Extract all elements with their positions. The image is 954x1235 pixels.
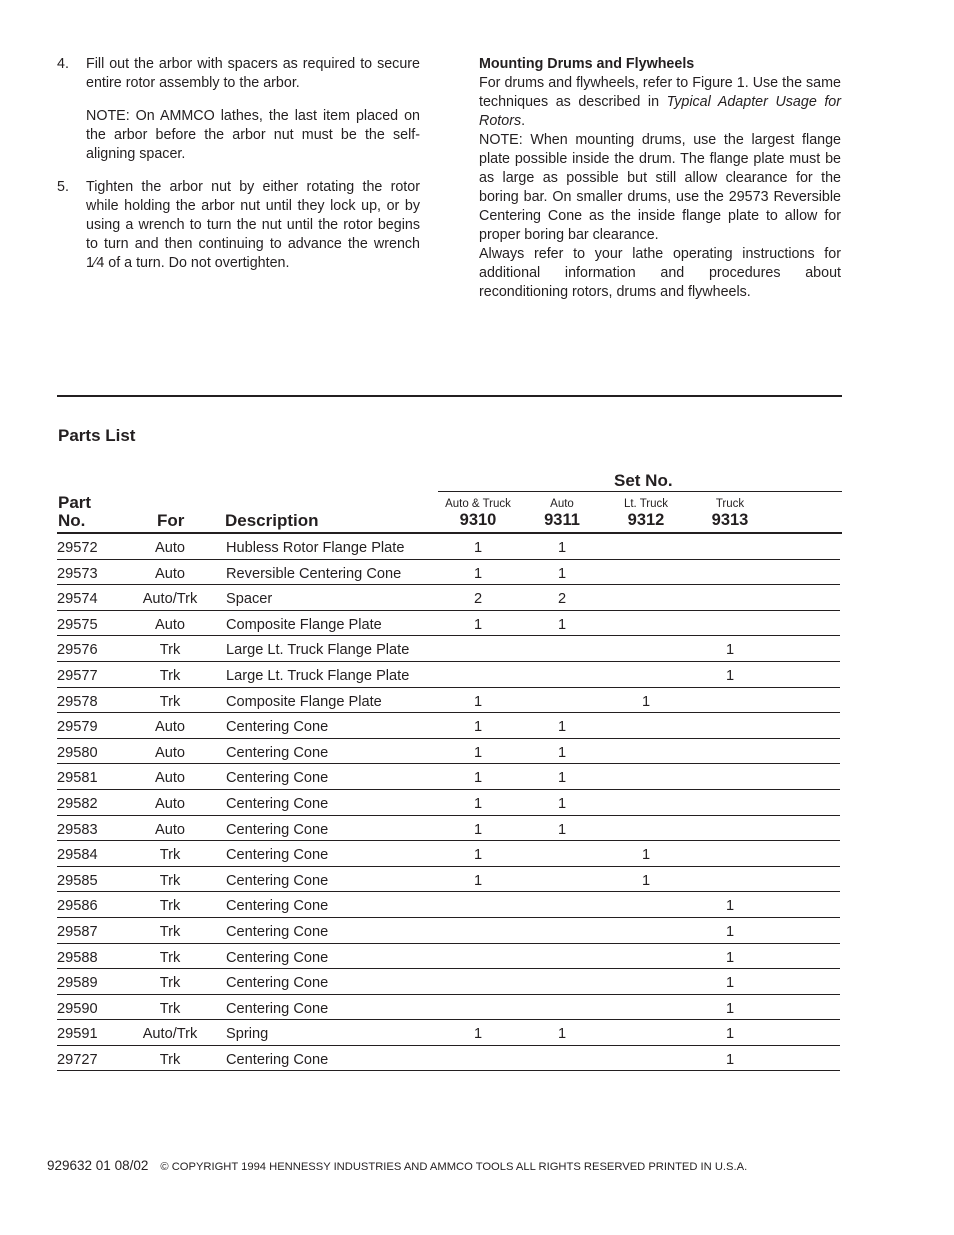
mounting-text-reference: Typical Adapter Usage for Rotors — [479, 94, 842, 129]
mounting-always: Always refer to your lathe operating instructions for additional information and procedures about reconditioning rotors, drums and flywheels. — [479, 246, 841, 300]
description-cell: Centering Cone — [226, 1051, 329, 1068]
right-column — [479, 55, 841, 302]
set-type-9313: Truck — [715, 498, 745, 510]
table-row — [57, 534, 840, 560]
header-for: For — [157, 511, 185, 530]
set-type-9311: Auto — [550, 498, 574, 510]
step-4-note: NOTE: On AMMCO lathes, the last item placed on the arbor before the arbor nut must be the self-aligning spacer. — [86, 108, 420, 162]
quantity-cell-9312: 1 — [641, 847, 651, 864]
step-5-fraction: 1⁄4 — [86, 255, 105, 271]
table-row — [57, 1020, 840, 1046]
table-row — [57, 995, 840, 1021]
step-4 — [57, 55, 420, 93]
table-row — [57, 739, 840, 765]
part-number-cell: 29591 — [57, 1026, 98, 1043]
table-row — [57, 688, 840, 714]
table-row — [57, 585, 840, 611]
set-type-9312: Lt. Truck — [623, 498, 669, 510]
step-4-text: Fill out the arbor with spacers as required to secure entire rotor assembly to the arbor. — [86, 56, 420, 91]
quantity-cell-9313: 1 — [725, 667, 735, 684]
quantity-cell-9310: 1 — [473, 693, 483, 710]
description-cell: Centering Cone — [226, 847, 329, 864]
for-cell: Trk — [159, 949, 181, 966]
for-cell: Trk — [159, 923, 181, 940]
table-row — [57, 969, 840, 995]
part-number-cell: 29588 — [57, 949, 98, 966]
for-cell: Trk — [159, 1051, 181, 1068]
mounting-text-b: . — [521, 113, 526, 129]
part-number-cell: 29590 — [57, 1000, 98, 1017]
part-number-cell: 29575 — [57, 616, 98, 633]
part-number-cell: 29577 — [57, 667, 98, 684]
part-number-cell: 29582 — [57, 795, 98, 812]
parts-list-title: Parts List — [58, 426, 136, 445]
part-number-cell: 29583 — [57, 821, 98, 838]
part-number-cell: 29576 — [57, 642, 98, 659]
description-cell: Centering Cone — [226, 1000, 329, 1017]
header-part-line1: Part — [58, 493, 92, 512]
part-number-cell: 29578 — [57, 693, 98, 710]
for-cell: Trk — [159, 693, 181, 710]
quantity-cell-9311: 1 — [557, 616, 567, 633]
quantity-cell-9311: 1 — [557, 540, 567, 556]
table-row — [57, 816, 840, 842]
part-number-cell: 29585 — [57, 872, 98, 889]
description-cell: Centering Cone — [226, 975, 329, 992]
quantity-cell-9310: 1 — [473, 847, 483, 864]
for-cell: Auto — [154, 540, 186, 556]
table-row — [57, 560, 840, 586]
for-cell: Auto — [154, 616, 186, 633]
part-number-cell: 29573 — [57, 565, 98, 582]
set-number-9311: 9311 — [544, 511, 580, 529]
part-number-cell: 29574 — [57, 591, 98, 608]
quantity-cell-9313: 1 — [725, 1051, 735, 1068]
quantity-cell-9310: 1 — [473, 616, 483, 633]
part-number-cell: 29584 — [57, 847, 98, 864]
quantity-cell-9310: 2 — [473, 591, 483, 608]
table-row — [57, 611, 840, 637]
table-row — [57, 918, 840, 944]
step-5 — [57, 178, 420, 273]
header-part — [58, 494, 91, 530]
description-cell: Centering Cone — [226, 770, 329, 787]
left-column — [57, 55, 420, 273]
parts-table-body — [57, 534, 840, 1071]
description-cell: Composite Flange Plate — [226, 693, 382, 710]
part-number-cell: 29727 — [57, 1051, 98, 1068]
description-cell: Centering Cone — [226, 898, 329, 915]
for-cell: Auto/Trk — [142, 1026, 198, 1043]
table-row — [57, 636, 840, 662]
quantity-cell-9310: 1 — [473, 719, 483, 736]
description-cell: Centering Cone — [226, 795, 329, 812]
for-cell: Auto — [154, 821, 186, 838]
for-cell: Trk — [159, 667, 181, 684]
table-row — [57, 764, 840, 790]
step-5-body — [86, 178, 420, 273]
quantity-cell-9313: 1 — [725, 949, 735, 966]
description-cell: Spacer — [226, 591, 273, 608]
header-description: Description — [225, 511, 319, 530]
table-row — [57, 867, 840, 893]
quantity-cell-9310: 1 — [473, 565, 483, 582]
quantity-cell-9311: 1 — [557, 821, 567, 838]
quantity-cell-9310: 1 — [473, 1026, 483, 1043]
table-row — [57, 892, 840, 918]
mounting-note: NOTE: When mounting drums, use the largest flange plate possible inside the drum. The flange plate must be as large as possible but still allow clearance for the boring bar. On smaller drums, use the 29573 Reversible Centering Cone as the inside flange plate to allow for proper boring bar clearance. — [479, 132, 841, 243]
quantity-cell-9313: 1 — [725, 1000, 735, 1017]
step-5-number: 5. — [57, 179, 69, 195]
table-row — [57, 790, 840, 816]
description-cell: Large Lt. Truck Flange Plate — [226, 667, 410, 684]
quantity-cell-9313: 1 — [725, 923, 735, 940]
description-cell: Hubless Rotor Flange Plate — [226, 540, 405, 556]
description-cell: Centering Cone — [226, 949, 329, 966]
quantity-cell-9313: 1 — [725, 975, 735, 992]
description-cell: Reversible Centering Cone — [226, 565, 402, 582]
header-part-line2: No. — [58, 511, 86, 530]
quantity-cell-9313: 1 — [725, 898, 735, 915]
part-number-cell: 29572 — [57, 540, 98, 556]
mounting-text-a: For drums and flywheels, refer to Figure 1. Use the same techniques as described in — [479, 75, 841, 110]
quantity-cell-9311: 1 — [557, 1026, 567, 1043]
table-row — [57, 662, 840, 688]
for-cell: Trk — [159, 975, 181, 992]
quantity-cell-9310: 1 — [473, 872, 483, 889]
part-number-cell: 29579 — [57, 719, 98, 736]
footer-doc-number: 929632 01 08/02 — [47, 1158, 149, 1173]
for-cell: Trk — [159, 642, 181, 659]
part-number-cell: 29581 — [57, 770, 98, 787]
for-cell: Auto — [154, 744, 186, 761]
for-cell: Auto/Trk — [142, 591, 198, 608]
quantity-cell-9311: 1 — [557, 565, 567, 582]
quantity-cell-9311: 1 — [557, 744, 567, 761]
description-cell: Spring — [226, 1026, 269, 1043]
part-number-cell: 29586 — [57, 898, 98, 915]
footer — [47, 1158, 747, 1173]
set-no-underline — [438, 491, 842, 492]
table-row — [57, 713, 840, 739]
set-number-9312: 9312 — [627, 511, 665, 529]
description-cell: Centering Cone — [226, 923, 329, 940]
part-number-cell: 29587 — [57, 923, 98, 940]
description-cell: Large Lt. Truck Flange Plate — [226, 642, 410, 659]
part-number-cell: 29580 — [57, 744, 98, 761]
mounting-text — [479, 74, 841, 131]
quantity-cell-9313: 1 — [725, 1026, 735, 1043]
footer-copyright: © COPYRIGHT 1994 HENNESSY INDUSTRIES AND AMMCO TOOLS ALL RIGHTS RESERVED PRINTED IN U.S.A. — [160, 1161, 748, 1173]
part-number-cell: 29589 — [57, 975, 98, 992]
quantity-cell-9311: 1 — [557, 795, 567, 812]
quantity-cell-9311: 2 — [557, 591, 567, 608]
table-row — [57, 944, 840, 970]
quantity-cell-9311: 1 — [557, 719, 567, 736]
quantity-cell-9312: 1 — [641, 693, 651, 710]
set-number-9310: 9310 — [459, 511, 497, 529]
quantity-cell-9312: 1 — [641, 872, 651, 889]
step-5-text: Tighten the arbor nut by either rotating the rotor while holding the arbor nut until they lock up, or by using a wrench to turn the nut until the rotor begins to turn and then continuing to advance the wrench — [86, 179, 420, 252]
description-cell: Centering Cone — [226, 821, 329, 838]
quantity-cell-9310: 1 — [473, 795, 483, 812]
section-divider — [57, 395, 842, 397]
set-no-label: Set No. — [614, 471, 673, 490]
for-cell: Auto — [154, 770, 186, 787]
table-row — [57, 841, 840, 867]
quantity-cell-9310: 1 — [473, 770, 483, 787]
quantity-cell-9310: 1 — [473, 540, 483, 556]
step-5-text-end: of a turn. Do not overtighten. — [104, 255, 290, 271]
for-cell: Trk — [159, 872, 181, 889]
table-row — [57, 1046, 840, 1072]
for-cell: Trk — [159, 847, 181, 864]
quantity-cell-9313: 1 — [725, 642, 735, 659]
description-cell: Centering Cone — [226, 719, 329, 736]
description-cell: Centering Cone — [226, 744, 329, 761]
set-type-9310: Auto & Truck — [445, 498, 511, 510]
for-cell: Auto — [154, 565, 186, 582]
for-cell: Trk — [159, 898, 181, 915]
quantity-cell-9311: 1 — [557, 770, 567, 787]
description-cell: Composite Flange Plate — [226, 616, 382, 633]
step-4-number: 4. — [57, 56, 69, 72]
quantity-cell-9310: 1 — [473, 821, 483, 838]
description-cell: Centering Cone — [226, 872, 329, 889]
quantity-cell-9310: 1 — [473, 744, 483, 761]
mounting-heading: Mounting Drums and Flywheels — [479, 56, 695, 72]
for-cell: Auto — [154, 719, 186, 736]
for-cell: Auto — [154, 795, 186, 812]
set-number-9313: 9313 — [711, 511, 749, 529]
for-cell: Trk — [159, 1000, 181, 1017]
